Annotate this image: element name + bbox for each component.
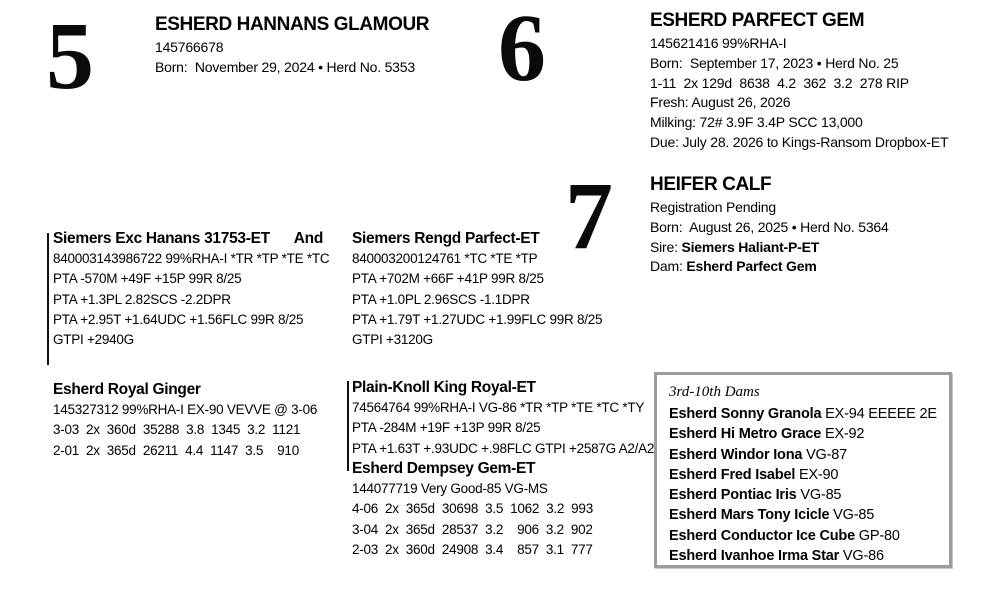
dam-name: Esherd Conductor Ice Cube xyxy=(669,527,859,544)
dam-entry xyxy=(669,526,937,546)
lot5-animal-name: ESHERD HANNANS GLAMOUR xyxy=(155,14,430,35)
dam-name: Esherd Hi Metro Grace xyxy=(669,426,825,443)
pedigree-line: PTA +702M +66F +41P 99R 8/25 xyxy=(352,271,544,287)
dam-score: VG-85 xyxy=(833,507,875,524)
pedigree-line: 3-04 2x 365d 28537 3.2 906 3.2 902 xyxy=(352,521,593,537)
lot7-sire-label: Sire: xyxy=(650,238,682,255)
dam-entry xyxy=(669,424,937,444)
pedigree-line: GTPI +3120G xyxy=(352,332,433,348)
lot6-animal-name: ESHERD PARFECT GEM xyxy=(650,10,865,31)
dam-entry xyxy=(669,404,937,424)
pedigree-line: PTA +1.0PL 2.96SCS -1.1DPR xyxy=(352,291,530,307)
lot6-born-line: Born: September 17, 2023 • Herd No. 25 xyxy=(650,54,899,71)
pedigree-gem-mid xyxy=(352,458,652,560)
dam-entry xyxy=(669,505,937,525)
pedigree-bracket-left xyxy=(47,233,49,365)
dam-name: Esherd Windor Iona xyxy=(669,446,807,463)
dam-score: EX-92 xyxy=(824,426,865,443)
pedigree-dam-left-title xyxy=(53,379,333,400)
pedigree-line: PTA -284M +19F +13P 99R 8/25 xyxy=(352,420,541,436)
pedigree-sire-mid-name: Siemers Rengd Parfect-ET xyxy=(352,230,540,247)
lot6-lactation-line: 1-11 2x 129d 8638 4.2 362 3.2 278 RIP xyxy=(650,74,909,91)
dam-name: Esherd Mars Tony Icicle xyxy=(669,507,834,524)
lot7-animal-name: HEIFER CALF xyxy=(650,174,772,195)
pedigree-line: 3-03 2x 360d 35288 3.8 1345 3.2 1121 xyxy=(53,422,301,438)
pedigree-royal-mid-title xyxy=(352,377,652,398)
lot7-dam-label: Dam: xyxy=(650,258,687,275)
lot7-sire-line xyxy=(650,238,889,258)
lot6-registration: 145621416 99%RHA-I xyxy=(650,35,787,51)
pedigree-sire-left-title: Siemers Exc Hanans 31753-ET xyxy=(53,230,270,247)
lot6-milking-line: Milking: 72# 3.9F 3.4P SCC 13,000 xyxy=(650,114,863,131)
pedigree-line: 840003200124761 *TC *TE *TP xyxy=(352,251,538,266)
dams-box-title: 3rd-10th Dams xyxy=(669,384,760,400)
pedigree-dam-left-name: Esherd Royal Ginger xyxy=(53,381,201,398)
lot6-header xyxy=(650,8,948,153)
lot6-due-line: Due: July 28. 2026 to Kings-Ransom Dropbox-ET xyxy=(650,133,949,150)
lot5-born-line: Born: November 29, 2024 • Herd No. 5353 xyxy=(155,58,415,75)
lot7-number: 7 xyxy=(565,162,613,269)
pedigree-line: PTA +2.95T +1.64UDC +1.56FLC 99R 8/25 xyxy=(53,311,304,327)
pedigree-line: PTA +1.3PL 2.82SCS -2.2DPR xyxy=(53,291,231,307)
pedigree-line: 144077719 Very Good-85 VG-MS xyxy=(352,481,548,496)
lot7-registration-pending: Registration Pending xyxy=(650,199,776,215)
pedigree-line: GTPI +2940G xyxy=(53,332,134,348)
dams-box xyxy=(654,372,952,568)
dam-name: Esherd Pontiac Iris xyxy=(669,487,801,504)
pedigree-line: 840003143986722 99%RHA-I *TR *TP *TE *TC xyxy=(53,251,330,266)
pedigree-dam-left xyxy=(53,379,333,461)
lot7-dam-line xyxy=(650,257,889,277)
lot5-header xyxy=(155,12,429,78)
pedigree-line: 2-03 2x 360d 24908 3.4 857 3.1 777 xyxy=(352,541,593,557)
lot5-registration: 145766678 xyxy=(155,39,224,55)
lot5-number: 5 xyxy=(46,2,94,109)
dam-score: VG-85 xyxy=(800,487,842,504)
pedigree-line: 2-01 2x 365d 26211 4.4 1147 3.5 910 xyxy=(53,442,299,458)
dam-score: GP-80 xyxy=(858,527,900,544)
pedigree-gem-mid-name: Esherd Dempsey Gem-ET xyxy=(352,460,536,477)
lot7-born-line: Born: August 26, 2025 • Herd No. 5364 xyxy=(650,218,889,235)
pedigree-sire-left xyxy=(53,228,330,350)
dam-score: EX-90 xyxy=(798,466,839,483)
dam-name: Esherd Ivanhoe Irma Star xyxy=(669,548,843,565)
pedigree-line: PTA -570M +49F +15P 99R 8/25 xyxy=(53,271,242,287)
dam-entry xyxy=(669,445,937,465)
dam-name: Esherd Sonny Granola xyxy=(669,406,826,422)
pedigree-line: 4-06 2x 365d 30698 3.5 1062 3.2 993 xyxy=(352,501,593,517)
pedigree-line: 74564764 99%RHA-I VG-86 *TR *TP *TE *TC *TY xyxy=(352,400,645,415)
pedigree-royal-mid-name: Plain-Knoll King Royal-ET xyxy=(352,379,536,396)
pedigree-line: 145327312 99%RHA-I EX-90 VEVVE @ 3-06 xyxy=(53,402,318,417)
pedigree-line: PTA +1.79T +1.27UDC +1.99FLC 99R 8/25 xyxy=(352,311,603,327)
pedigree-line: PTA +1.63T +.93UDC +.98FLC GTPI +2587G A2/A2 xyxy=(352,440,655,456)
dam-entry xyxy=(669,485,937,505)
pedigree-sire-mid xyxy=(352,228,652,350)
pedigree-sire-left-and: And xyxy=(293,230,323,247)
lot7-header xyxy=(650,172,889,277)
lot6-fresh-line: Fresh: August 26, 2026 xyxy=(650,94,791,111)
pedigree-bracket-mid xyxy=(347,381,349,471)
pedigree-gem-mid-title xyxy=(352,458,652,479)
dam-score: VG-87 xyxy=(806,446,847,463)
lot7-sire-name: Siemers Haliant-P-ET xyxy=(681,238,820,255)
dam-name: Esherd Fred Isabel xyxy=(669,466,799,483)
pedigree-sire-mid-title xyxy=(352,228,652,249)
dam-score: EX-94 EEEEE 2E xyxy=(825,406,937,422)
pedigree-sire-left-title-row xyxy=(53,228,323,249)
dam-score: VG-86 xyxy=(842,548,884,565)
lot6-number: 6 xyxy=(498,0,546,101)
dam-entry xyxy=(669,465,937,485)
dam-entry xyxy=(669,546,937,566)
lot7-dam-name: Esherd Parfect Gem xyxy=(686,258,817,275)
pedigree-royal-mid xyxy=(352,377,655,459)
